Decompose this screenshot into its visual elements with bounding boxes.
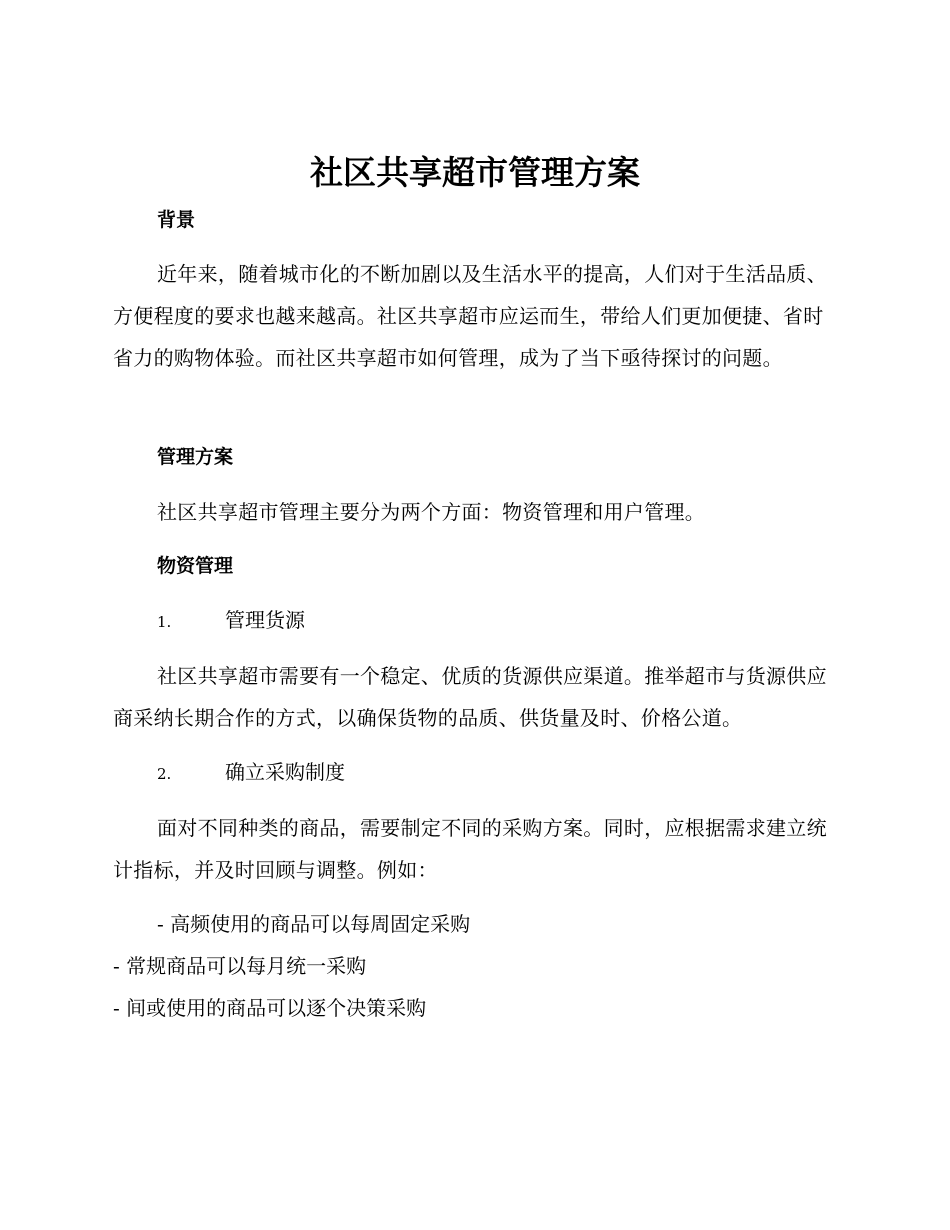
heading-material-management: 物资管理 [157,555,234,577]
list-item-1-label: 管理货源 [225,608,305,632]
paragraph-item-2: 面对不同种类的商品，需要制定不同的采购方案。同时，应根据需求建立统计指标，并及时回顾与调整。例如： [113,816,827,882]
paragraph-management-plan: 社区共享超市管理主要分为两个方面：物资管理和用户管理。 [157,500,706,524]
list-item-1 [157,605,305,637]
bullet-line-2: - 常规商品可以每月统一采购 [113,954,367,978]
heading-background: 背景 [157,209,196,231]
document-title: 社区共享超市管理方案 [310,153,640,192]
paragraph-background: 近年来，随着城市化的不断加剧以及生活水平的提高，人们对于生活品质、方便程度的要求也越来越高。社区共享超市应运而生，带给人们更加便捷、省时省力的购物体验。而社区共享超市如何管理，成为了当下亟待探讨的问题。 [113,262,827,370]
bullet-line-3: - 间或使用的商品可以逐个决策采购 [113,996,427,1020]
heading-management-plan: 管理方案 [157,446,234,468]
list-item-1-number: 1. [157,613,172,631]
bullet-line-1: - 高频使用的商品可以每周固定采购 [157,912,471,936]
paragraph-item-1: 社区共享超市需要有一个稳定、优质的货源供应渠道。推举超市与货源供应商采纳长期合作的方式，以确保货物的品质、供货量及时、价格公道。 [113,664,827,730]
list-item-2-label: 确立采购制度 [225,760,345,784]
list-item-2-number: 2. [157,765,172,783]
list-item-2 [157,757,345,789]
